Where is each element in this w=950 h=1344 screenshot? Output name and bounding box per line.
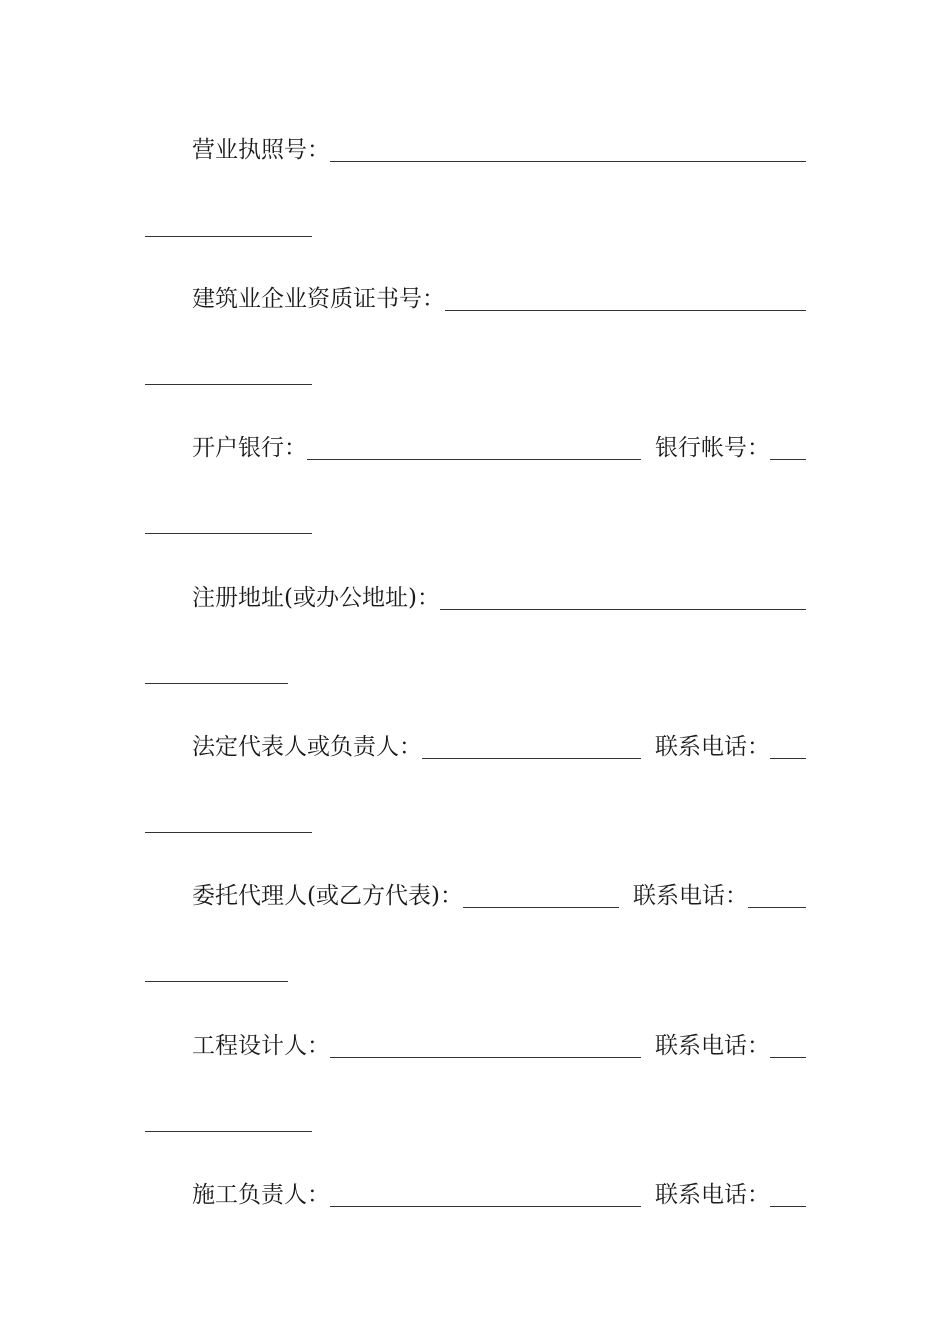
project-designer-phone-blank-continued bbox=[145, 1131, 312, 1132]
project-designer-blank[interactable] bbox=[330, 1057, 641, 1058]
bank-account-label: 银行帐号： bbox=[655, 435, 770, 461]
legal-representative-phone-blank[interactable] bbox=[770, 758, 806, 759]
business-license-row bbox=[192, 134, 806, 166]
construction-manager-label: 施工负责人： bbox=[192, 1182, 330, 1208]
authorized-agent-label: 委托代理人(或乙方代表)： bbox=[192, 883, 463, 909]
legal-representative-label: 法定代表人或负责人： bbox=[192, 734, 422, 760]
authorized-agent-phone-blank[interactable] bbox=[748, 907, 806, 908]
qualification-cert-blank-continued bbox=[145, 384, 312, 385]
qualification-cert-blank[interactable] bbox=[445, 310, 806, 311]
registered-address-blank-continued bbox=[145, 683, 288, 684]
legal-representative-phone-blank-continued bbox=[145, 832, 312, 833]
authorized-agent-blank[interactable] bbox=[463, 907, 619, 908]
construction-manager-blank[interactable] bbox=[330, 1206, 641, 1207]
bank-name-label: 开户银行： bbox=[192, 435, 307, 461]
business-license-label: 营业执照号： bbox=[192, 137, 330, 163]
registered-address-row bbox=[192, 582, 806, 614]
construction-manager-row bbox=[192, 1179, 806, 1211]
registered-address-blank[interactable] bbox=[440, 609, 806, 610]
project-designer-label: 工程设计人： bbox=[192, 1033, 330, 1059]
legal-representative-blank[interactable] bbox=[422, 758, 641, 759]
authorized-agent-phone-label: 联系电话： bbox=[633, 883, 748, 909]
project-designer-phone-blank[interactable] bbox=[770, 1057, 806, 1058]
project-designer-row bbox=[192, 1030, 806, 1062]
bank-row bbox=[192, 432, 806, 464]
authorized-agent-phone-blank-continued bbox=[145, 981, 288, 982]
legal-representative-row bbox=[192, 731, 806, 763]
business-license-blank[interactable] bbox=[330, 161, 806, 162]
qualification-cert-label: 建筑业企业资质证书号： bbox=[192, 286, 445, 312]
construction-manager-phone-label: 联系电话： bbox=[655, 1182, 770, 1208]
bank-name-blank[interactable] bbox=[307, 459, 641, 460]
construction-manager-phone-blank[interactable] bbox=[770, 1206, 806, 1207]
business-license-blank-continued bbox=[145, 236, 312, 237]
bank-account-blank[interactable] bbox=[770, 459, 806, 460]
authorized-agent-row bbox=[192, 880, 806, 912]
qualification-cert-row bbox=[192, 283, 806, 315]
registered-address-label: 注册地址(或办公地址)： bbox=[192, 585, 440, 611]
project-designer-phone-label: 联系电话： bbox=[655, 1033, 770, 1059]
legal-representative-phone-label: 联系电话： bbox=[655, 734, 770, 760]
bank-account-blank-continued bbox=[145, 533, 312, 534]
